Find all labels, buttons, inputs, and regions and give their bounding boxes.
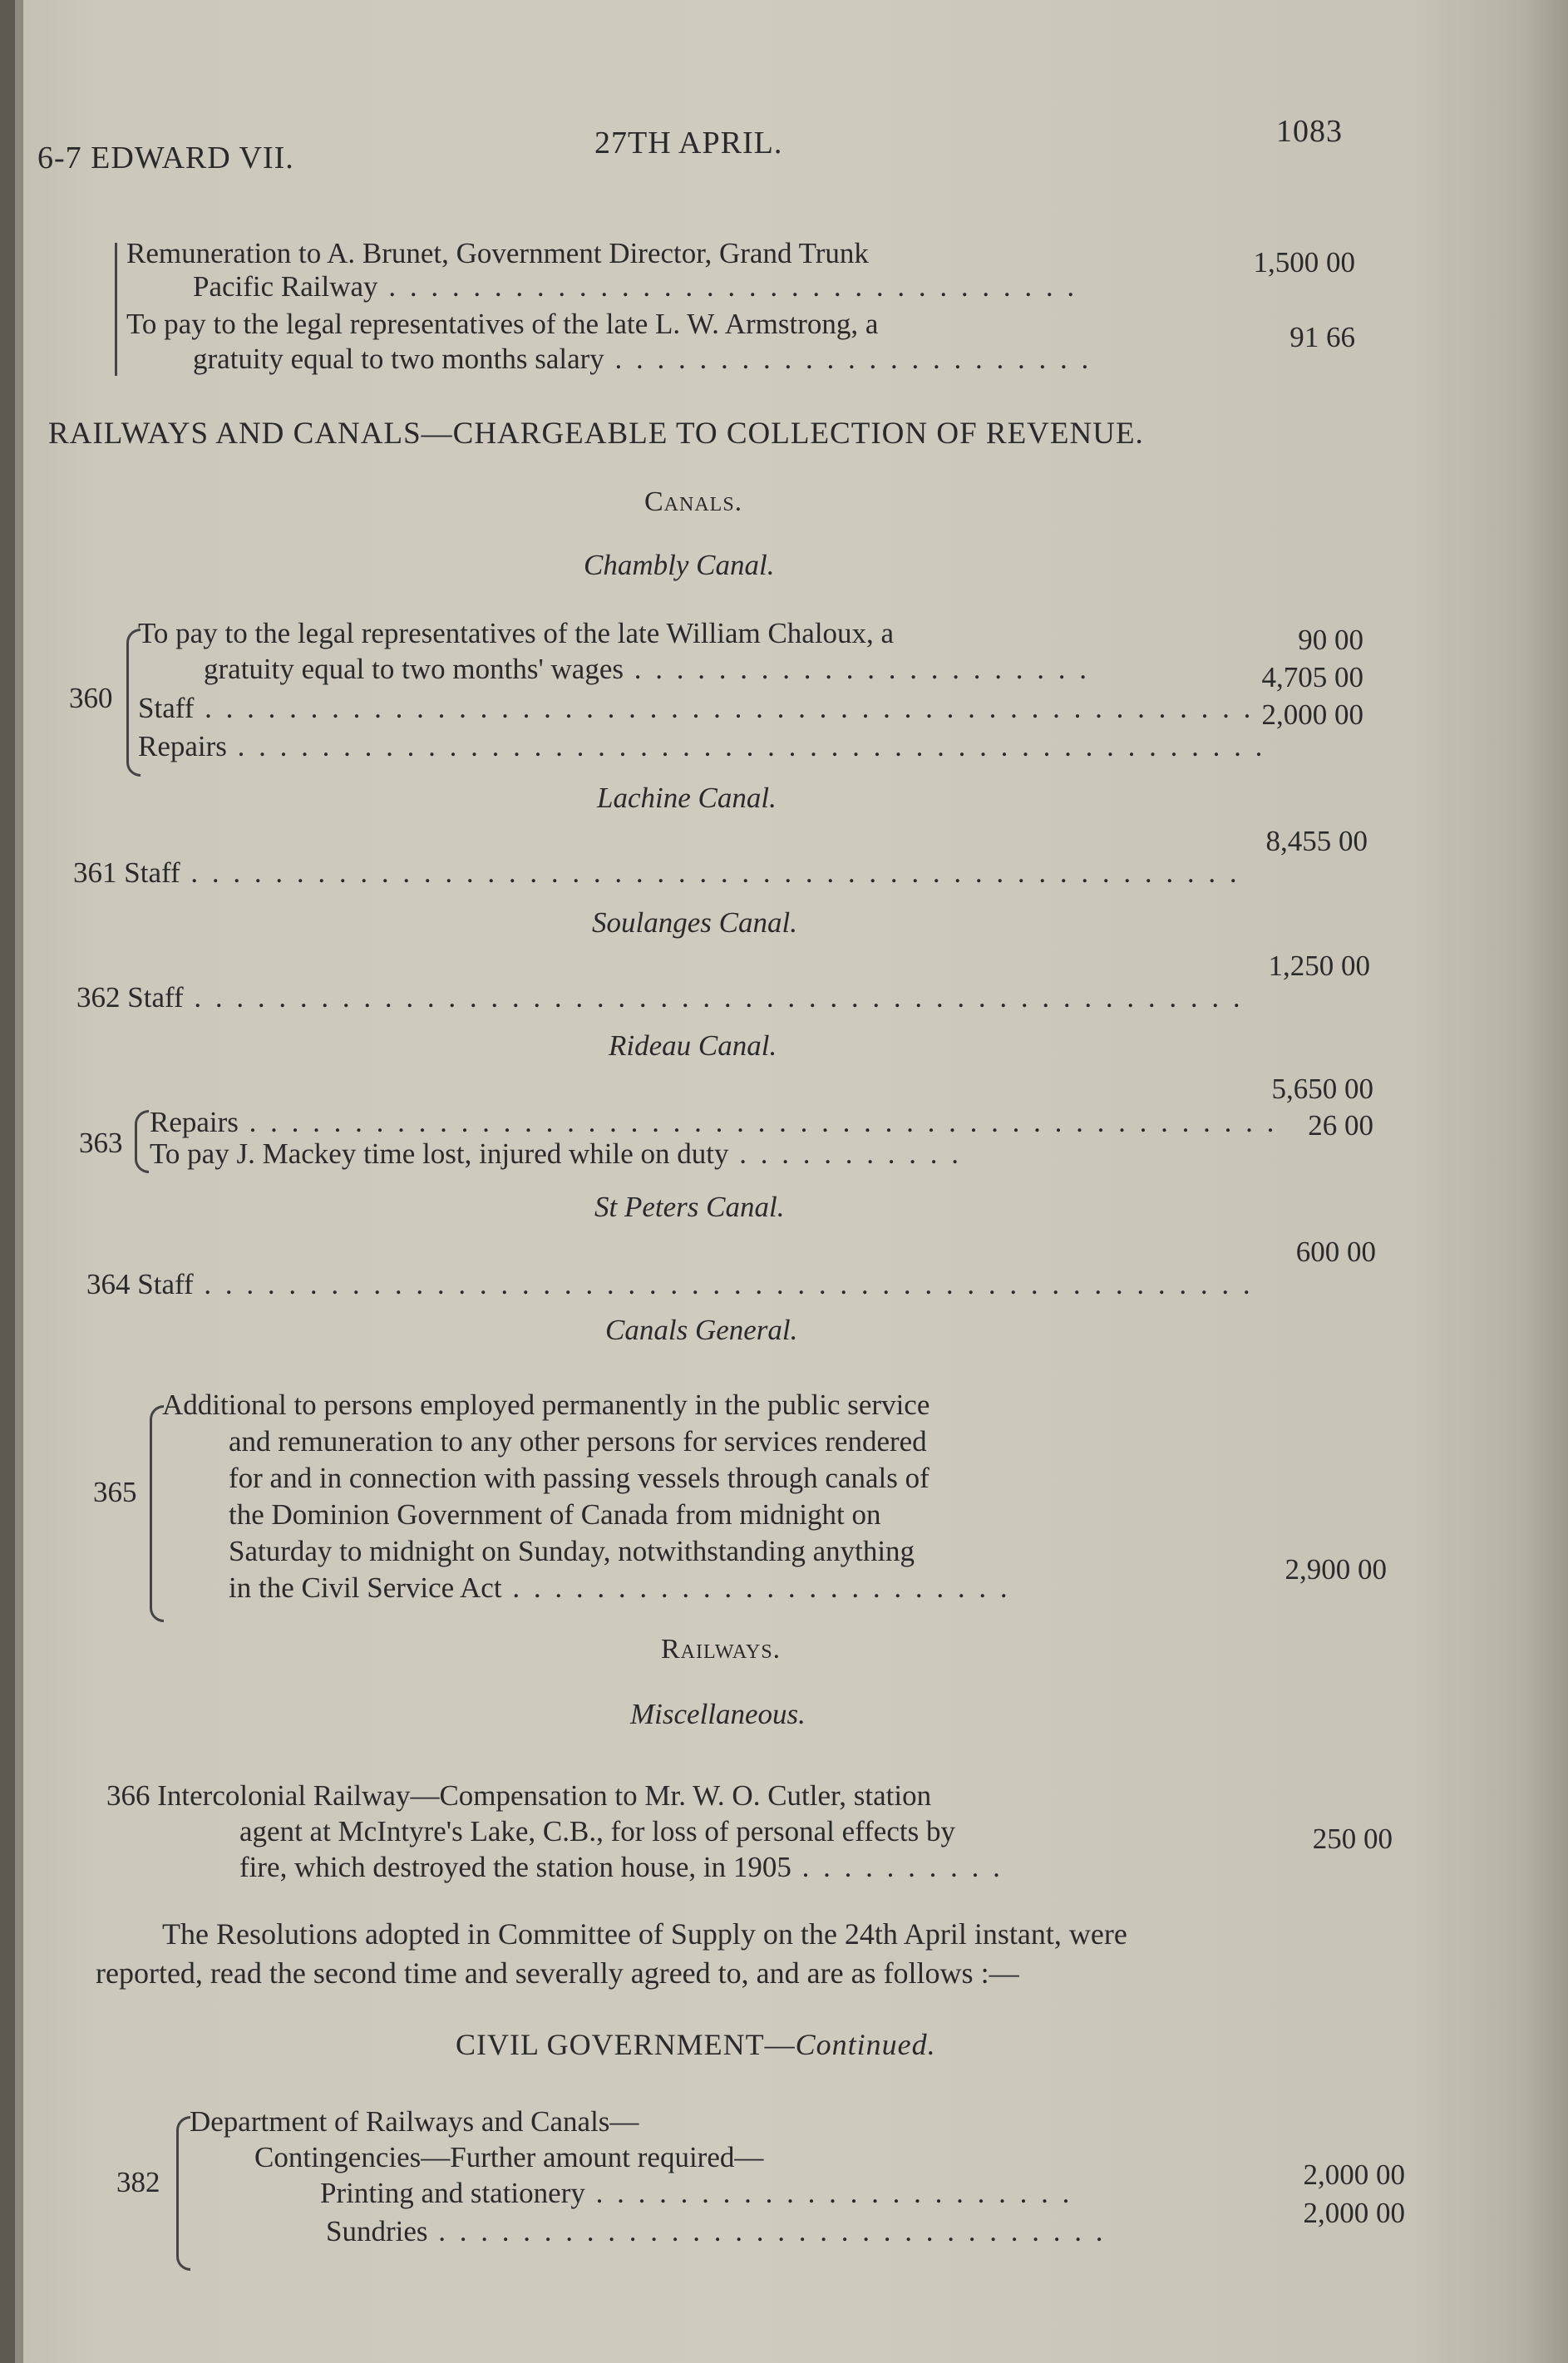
top-item-2-line2: gratuity equal to two months salary . . . . . . . . . . . . . . . . . . . . . . . (193, 343, 1092, 375)
item-366-line3: fire, which destroyed the station house, in 1905 . . . . . . . . . . (239, 1851, 1003, 1883)
main-heading: RAILWAYS AND CANALS—CHARGEABLE TO COLLECTION OF REVENUE. (48, 417, 1144, 451)
resolution-line2: reported, read the second time and severally agreed to, and are as follows :— (96, 1956, 1019, 1990)
item-382-amount-2: 2,000 00 (1303, 2197, 1405, 2229)
canals-general-line3: for and in connection with passing vessels through canals of (229, 1462, 929, 1494)
item-366-amount: 250 00 (1312, 1823, 1393, 1855)
page-number: 1083 (1276, 114, 1343, 149)
soulanges-canal-title: Soulanges Canal. (592, 906, 797, 939)
header-date: 27TH APRIL. (594, 126, 783, 160)
chambly-line2: gratuity equal to two months' wages . . . . . . . . . . . . . . . . . . . . . . (204, 653, 1090, 685)
canals-general-line2: and remuneration to any other persons for services rendered (229, 1425, 927, 1458)
page-right-edge (1526, 0, 1568, 2363)
resolution-line1: The Resolutions adopted in Committee of Supply on the 24th April instant, were (162, 1917, 1127, 1951)
railways-heading: Railways. (661, 1634, 782, 1665)
item-362-line: 362 Staff . . . . . . . . . . . . . . . . . . . . . . . . . . . . . . . . . . . . . . . . . . . . . . . . . . (76, 981, 1244, 1014)
chambly-staff: Staff . . . . . . . . . . . . . . . . . . . . . . . . . . . . . . . . . . . . . . . . . . . . . . . . . . (138, 692, 1255, 724)
soulanges-amount: 1,250 00 (1268, 950, 1370, 982)
chambly-repairs: Repairs . . . . . . . . . . . . . . . . . . . . . . . . . . . . . . . . . . . . . . . . . . . . . . . . . (138, 730, 1266, 762)
item-360-number: 360 (69, 682, 113, 714)
item-365-number: 365 (93, 1476, 137, 1508)
header-session: 6-7 EDWARD VII. (37, 141, 294, 175)
top-item-1-amount: 1,500 00 (1253, 246, 1355, 279)
chambly-amount-3: 2,000 00 (1261, 698, 1363, 731)
rideau-line2: To pay J. Mackey time lost, injured while on duty . . . . . . . . . . . (150, 1137, 962, 1170)
item-365-bracket (150, 1405, 164, 1622)
item-382-number: 382 (116, 2166, 160, 2198)
item-361-line: 361 Staff . . . . . . . . . . . . . . . . . . . . . . . . . . . . . . . . . . . . . . . . . . . . . . . . . . (73, 856, 1240, 889)
civil-government-heading: CIVIL GOVERNMENT—Continued. (456, 2028, 936, 2061)
top-item-1-line2: Pacific Railway . . . . . . . . . . . . . . . . . . . . . . . . . . . . . . . . . (193, 270, 1078, 303)
item-366-line2: agent at McIntyre's Lake, C.B., for loss of personal effects by (239, 1815, 955, 1847)
chambly-line1: To pay to the legal representatives of the late William Chaloux, a (138, 617, 895, 649)
canals-heading: Canals. (644, 486, 743, 517)
rideau-amount-1: 5,650 00 (1271, 1073, 1373, 1105)
item-382-sundries: Sundries . . . . . . . . . . . . . . . . . . . . . . . . . . . . . . . . (326, 2215, 1107, 2247)
chambly-canal-title: Chambly Canal. (584, 549, 775, 581)
top-item-2-amount: 91 66 (1289, 321, 1355, 353)
stpeters-canal-title: St Peters Canal. (594, 1191, 785, 1223)
canals-general-line4: the Dominion Government of Canada from midnight on (229, 1498, 881, 1531)
item-382-bracket (176, 2116, 190, 2271)
chambly-amount-2: 4,705 00 (1261, 661, 1363, 693)
canals-general-title: Canals General. (605, 1314, 798, 1346)
lachine-canal-title: Lachine Canal. (597, 782, 777, 814)
canals-general-line1: Additional to persons employed permanently in the public service (162, 1389, 930, 1421)
canals-general-line6: in the Civil Service Act . . . . . . . . . . . . . . . . . . . . . . . . (229, 1571, 1011, 1604)
rideau-repairs: Repairs . . . . . . . . . . . . . . . . . . . . . . . . . . . . . . . . . . . . . . . . . . . . . . . . . (150, 1106, 1278, 1138)
canals-general-line5: Saturday to midnight on Sunday, notwithstanding anything (229, 1535, 915, 1567)
top-item-1-line1: Remuneration to A. Brunet, Government Director, Grand Trunk (126, 237, 869, 269)
stpeters-amount: 600 00 (1295, 1236, 1376, 1268)
item-363-number: 363 (79, 1127, 123, 1159)
rideau-canal-title: Rideau Canal. (609, 1029, 777, 1062)
book-spine (0, 0, 15, 2363)
item-364-line: 364 Staff . . . . . . . . . . . . . . . . . . . . . . . . . . . . . . . . . . . . . . . . . . . . . . . . . . (86, 1268, 1254, 1300)
item-382-line2: Contingencies—Further amount required— (254, 2141, 764, 2173)
item-382-printing: Printing and stationery . . . . . . . . . . . . . . . . . . . . . . . (320, 2177, 1073, 2209)
item-366-line1: 366 Intercolonial Railway—Compensation to Mr. W. O. Cutler, station (106, 1779, 932, 1812)
book-spine-shadow (15, 0, 23, 2363)
miscellaneous-heading: Miscellaneous. (630, 1698, 806, 1730)
canals-general-amount: 2,900 00 (1284, 1553, 1387, 1586)
chambly-amount-1: 90 00 (1298, 624, 1363, 656)
lachine-amount: 8,455 00 (1265, 825, 1368, 857)
item-382-amount-1: 2,000 00 (1303, 2158, 1405, 2191)
item-382-line1: Department of Railways and Canals— (190, 2105, 639, 2138)
top-items-bracket (115, 243, 117, 376)
top-item-2-line1: To pay to the legal representatives of the late L. W. Armstrong, a (126, 308, 879, 340)
rideau-amount-2: 26 00 (1308, 1109, 1373, 1142)
item-363-bracket (135, 1110, 149, 1173)
